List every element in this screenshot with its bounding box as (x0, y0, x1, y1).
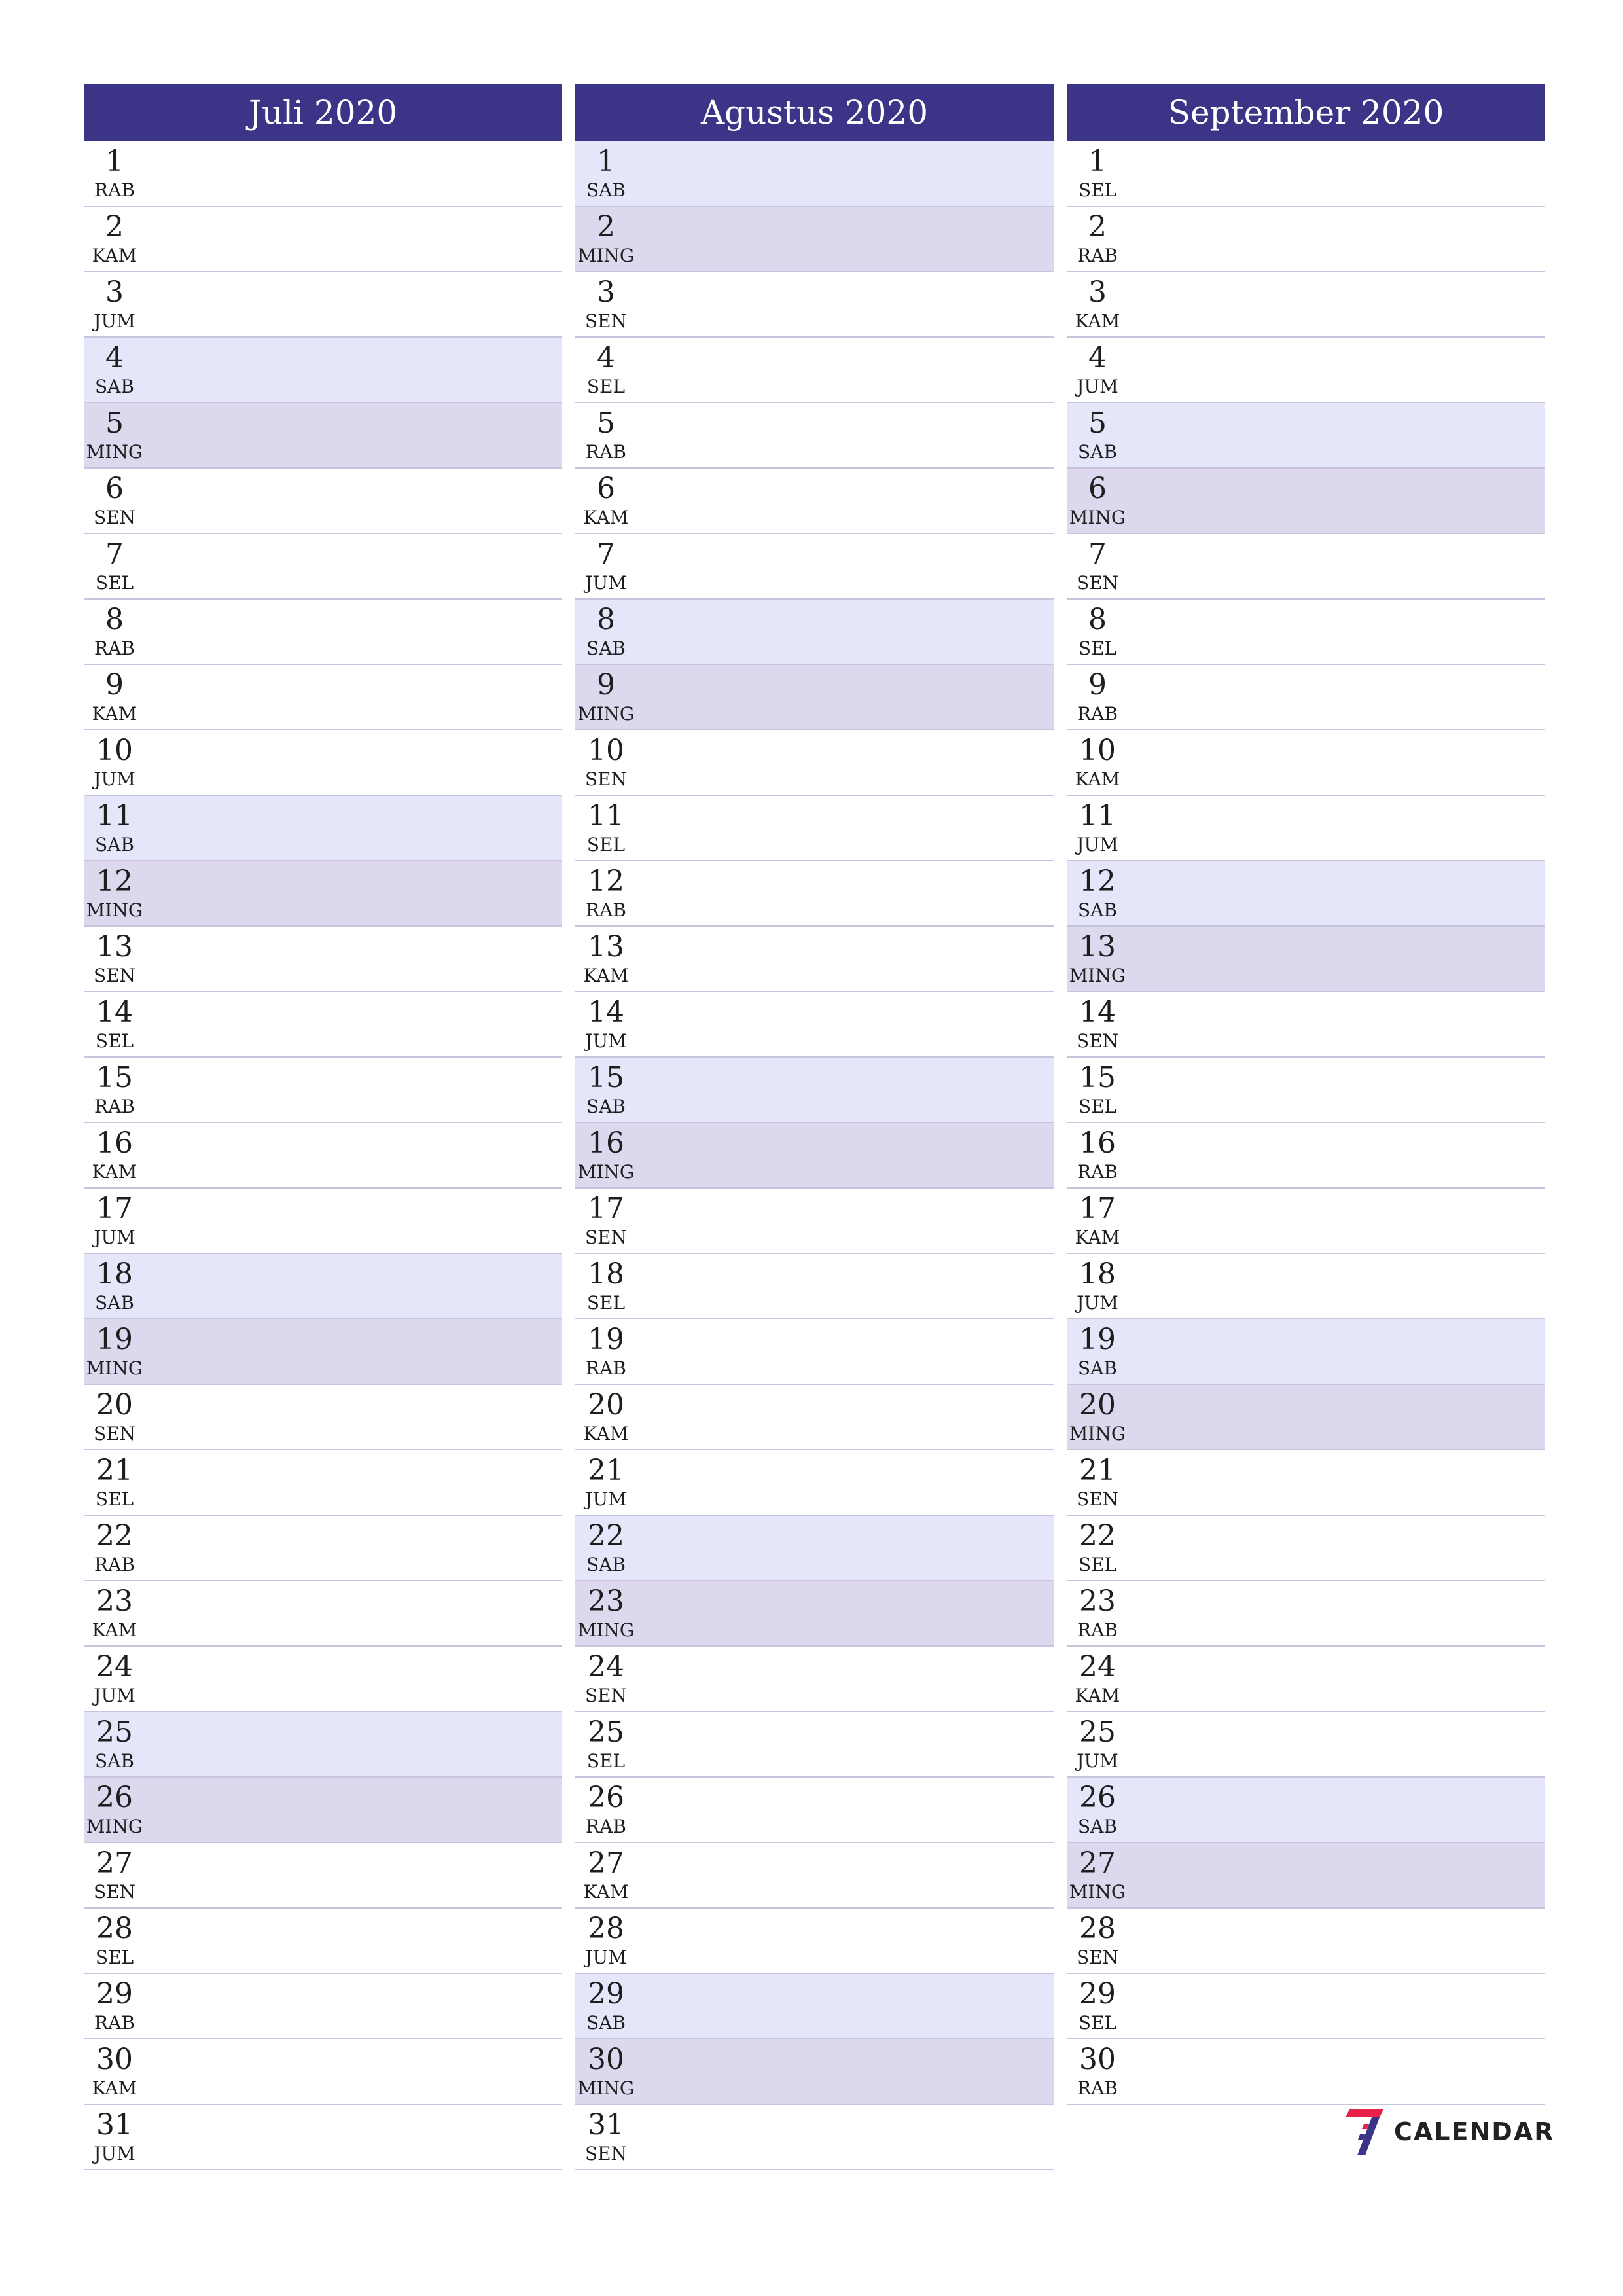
day-of-week: RAB (1077, 1161, 1118, 1183)
day-row (575, 665, 1054, 730)
day-of-week: KAM (1075, 768, 1120, 790)
day-of-week: SEN (584, 2143, 628, 2164)
day-number: 5 (105, 406, 124, 440)
day-number: 15 (588, 1061, 624, 1094)
day-row (1067, 927, 1545, 992)
day-row (575, 1778, 1054, 1843)
month-column-september (1067, 84, 1545, 2105)
day-row (1067, 665, 1545, 730)
day-number: 1 (1088, 145, 1107, 178)
day-number: 18 (1079, 1257, 1116, 1291)
day-of-week: MING (577, 703, 635, 725)
day-of-week: SEL (1078, 637, 1117, 659)
day-row (84, 1778, 562, 1843)
day-of-week: SEL (95, 1030, 134, 1052)
day-row (1067, 1058, 1545, 1123)
day-of-week: SAB (586, 2012, 626, 2034)
day-number: 29 (588, 1977, 624, 2011)
day-of-week: SAB (95, 834, 134, 855)
day-of-week: RAB (1077, 1619, 1118, 1641)
day-number: 3 (1088, 276, 1107, 309)
day-number: 28 (96, 1912, 133, 1945)
day-row (575, 534, 1054, 600)
logo-text: CALENDAR (1394, 2117, 1555, 2146)
day-of-week: SEN (93, 507, 136, 528)
day-number: 28 (588, 1912, 624, 1945)
brand-logo (1346, 2106, 1554, 2157)
day-number: 27 (96, 1846, 133, 1880)
day-row (575, 861, 1054, 927)
day-number: 25 (1079, 1715, 1116, 1749)
day-row (575, 1974, 1054, 2039)
day-number: 23 (1079, 1585, 1116, 1618)
day-row (1067, 992, 1545, 1058)
day-of-week: MING (1069, 965, 1126, 986)
day-row (84, 1516, 562, 1581)
day-of-week: SEL (1078, 179, 1117, 201)
day-number: 16 (96, 1126, 133, 1160)
day-number: 6 (105, 472, 124, 505)
day-row (1067, 1189, 1545, 1254)
month-header: Agustus 2020 (575, 84, 1054, 141)
day-row (1067, 534, 1545, 600)
day-row (575, 1581, 1054, 1647)
day-of-week: RAB (586, 1357, 626, 1379)
day-number: 10 (588, 734, 624, 767)
day-row (575, 730, 1054, 796)
day-number: 14 (1079, 996, 1116, 1029)
day-of-week: KAM (583, 1881, 629, 1903)
day-number: 26 (1079, 1781, 1116, 1814)
day-of-week: SAB (586, 637, 626, 659)
day-number: 6 (597, 472, 615, 505)
day-of-week: RAB (94, 1554, 135, 1575)
day-number: 12 (1079, 865, 1116, 898)
day-of-week: JUM (94, 768, 135, 790)
day-row (1067, 600, 1545, 665)
day-of-week: RAB (586, 899, 626, 921)
day-row (1067, 1450, 1545, 1516)
day-of-week: JUM (1077, 834, 1118, 855)
day-of-week: JUM (94, 1227, 135, 1248)
day-number: 17 (1079, 1192, 1116, 1225)
day-number: 29 (96, 1977, 133, 2011)
day-row (575, 2105, 1054, 2170)
day-of-week: MING (577, 245, 635, 266)
day-row (1067, 796, 1545, 861)
day-row (575, 1909, 1054, 1974)
day-number: 12 (96, 865, 133, 898)
day-of-week: JUM (585, 572, 627, 594)
day-number: 12 (588, 865, 624, 898)
day-row (84, 2105, 562, 2170)
day-number: 1 (597, 145, 615, 178)
day-row (84, 1058, 562, 1123)
day-of-week: SAB (95, 1292, 134, 1314)
day-row (575, 1254, 1054, 1319)
day-of-week: KAM (1075, 310, 1120, 332)
day-of-week: JUM (585, 1488, 627, 1510)
day-of-week: KAM (92, 245, 137, 266)
day-of-week: SAB (1078, 899, 1117, 921)
day-row (1067, 141, 1545, 207)
day-number: 14 (588, 996, 624, 1029)
seven-calendar-logo-icon (1346, 2107, 1386, 2157)
day-row (575, 1385, 1054, 1450)
day-number: 21 (1079, 1454, 1116, 1487)
day-of-week: SEN (93, 1881, 136, 1903)
month-header: Juli 2020 (84, 84, 562, 141)
day-number: 19 (1079, 1323, 1116, 1356)
day-number: 15 (1079, 1061, 1116, 1094)
day-row (1067, 2039, 1545, 2105)
day-row (575, 1712, 1054, 1778)
day-row (84, 469, 562, 534)
day-of-week: RAB (1077, 2077, 1118, 2099)
day-number: 4 (105, 341, 124, 374)
day-of-week: RAB (586, 1816, 626, 1837)
day-row (1067, 1385, 1545, 1450)
day-number: 26 (96, 1781, 133, 1814)
day-number: 27 (1079, 1846, 1116, 1880)
day-number: 5 (1088, 406, 1107, 440)
day-of-week: SEL (586, 1750, 626, 1772)
day-row (84, 1123, 562, 1189)
day-number: 7 (597, 537, 615, 571)
day-row (84, 927, 562, 992)
day-of-week: SEN (93, 1423, 136, 1444)
day-number: 22 (96, 1519, 133, 1552)
day-number: 9 (105, 668, 124, 702)
day-of-week: SAB (1078, 1816, 1117, 1837)
day-row (1067, 1712, 1545, 1778)
day-row (1067, 730, 1545, 796)
day-of-week: SAB (586, 179, 626, 201)
day-row (1067, 403, 1545, 469)
day-row (1067, 272, 1545, 338)
day-of-week: SEN (1076, 1946, 1119, 1968)
day-number: 3 (105, 276, 124, 309)
day-number: 31 (588, 2108, 624, 2142)
day-of-week: SEL (1078, 1096, 1117, 1117)
day-of-week: MING (1069, 1423, 1126, 1444)
day-row (84, 1909, 562, 1974)
day-number: 25 (96, 1715, 133, 1749)
day-row (575, 469, 1054, 534)
day-row (84, 1712, 562, 1778)
day-number: 9 (1088, 668, 1107, 702)
day-of-week: JUM (1077, 1292, 1118, 1314)
day-row (1067, 1254, 1545, 1319)
day-number: 26 (588, 1781, 624, 1814)
day-row (84, 1843, 562, 1909)
month-column-july (84, 84, 562, 2170)
day-row (575, 1319, 1054, 1385)
day-of-week: SEN (584, 1685, 628, 1706)
day-row (84, 1189, 562, 1254)
day-row (575, 1516, 1054, 1581)
day-number: 8 (1088, 603, 1107, 636)
day-of-week: RAB (94, 2012, 135, 2034)
day-number: 6 (1088, 472, 1107, 505)
day-number: 20 (588, 1388, 624, 1422)
day-number: 2 (105, 210, 124, 243)
day-of-week: RAB (94, 637, 135, 659)
day-of-week: RAB (1077, 703, 1118, 725)
day-row (575, 141, 1054, 207)
day-row (84, 1385, 562, 1450)
day-number: 18 (96, 1257, 133, 1291)
day-number: 20 (96, 1388, 133, 1422)
day-list (575, 141, 1054, 2170)
day-number: 16 (588, 1126, 624, 1160)
day-number: 4 (597, 341, 615, 374)
day-row (575, 1058, 1054, 1123)
day-row (84, 861, 562, 927)
day-number: 7 (1088, 537, 1107, 571)
day-of-week: MING (1069, 1881, 1126, 1903)
day-row (1067, 1516, 1545, 1581)
day-of-week: RAB (586, 441, 626, 463)
day-row (84, 1974, 562, 2039)
day-of-week: SAB (586, 1096, 626, 1117)
day-row (575, 927, 1054, 992)
day-row (84, 600, 562, 665)
day-row (84, 730, 562, 796)
month-header: September 2020 (1067, 84, 1545, 141)
day-row (1067, 469, 1545, 534)
day-of-week: SEN (584, 1227, 628, 1248)
day-row (575, 600, 1054, 665)
day-of-week: SEN (1076, 1030, 1119, 1052)
day-row (1067, 1123, 1545, 1189)
day-number: 10 (96, 734, 133, 767)
day-of-week: SEN (1076, 572, 1119, 594)
day-row (84, 272, 562, 338)
day-of-week: RAB (94, 179, 135, 201)
day-number: 11 (96, 799, 133, 833)
day-row (84, 534, 562, 600)
day-number: 19 (96, 1323, 133, 1356)
day-number: 15 (96, 1061, 133, 1094)
day-number: 13 (588, 930, 624, 963)
day-list (84, 141, 562, 2170)
day-row (575, 207, 1054, 272)
day-of-week: KAM (92, 2077, 137, 2099)
day-of-week: KAM (92, 1161, 137, 1183)
day-of-week: MING (86, 1357, 143, 1379)
day-of-week: MING (577, 2077, 635, 2099)
day-number: 18 (588, 1257, 624, 1291)
day-number: 17 (588, 1192, 624, 1225)
day-number: 14 (96, 996, 133, 1029)
day-list (1067, 141, 1545, 2105)
day-of-week: SEN (584, 768, 628, 790)
day-number: 22 (588, 1519, 624, 1552)
day-of-week: RAB (94, 1096, 135, 1117)
day-of-week: JUM (585, 1946, 627, 1968)
day-number: 23 (588, 1585, 624, 1618)
day-number: 9 (597, 668, 615, 702)
month-column-august (575, 84, 1054, 2170)
day-row (84, 403, 562, 469)
day-row (575, 2039, 1054, 2105)
day-row (84, 1450, 562, 1516)
day-of-week: MING (86, 441, 143, 463)
day-row (84, 338, 562, 403)
day-of-week: JUM (94, 1685, 135, 1706)
day-number: 25 (588, 1715, 624, 1749)
day-number: 1 (105, 145, 124, 178)
day-number: 30 (588, 2043, 624, 2076)
day-of-week: SEL (95, 1946, 134, 1968)
day-number: 3 (597, 276, 615, 309)
day-number: 19 (588, 1323, 624, 1356)
day-of-week: KAM (583, 1423, 629, 1444)
day-of-week: SEL (586, 376, 626, 397)
day-row (575, 338, 1054, 403)
day-of-week: KAM (92, 1619, 137, 1641)
day-row (575, 1123, 1054, 1189)
day-row (1067, 1778, 1545, 1843)
day-number: 17 (96, 1192, 133, 1225)
day-of-week: SEL (1078, 2012, 1117, 2034)
day-of-week: SEL (95, 572, 134, 594)
day-number: 16 (1079, 1126, 1116, 1160)
day-row (575, 272, 1054, 338)
day-number: 2 (597, 210, 615, 243)
day-of-week: MING (577, 1619, 635, 1641)
day-row (84, 207, 562, 272)
day-row (575, 1450, 1054, 1516)
day-number: 30 (96, 2043, 133, 2076)
day-of-week: SAB (1078, 1357, 1117, 1379)
day-of-week: SAB (95, 376, 134, 397)
day-row (575, 1647, 1054, 1712)
day-of-week: SEL (586, 1292, 626, 1314)
day-of-week: SEN (1076, 1488, 1119, 1510)
day-number: 30 (1079, 2043, 1116, 2076)
day-number: 31 (96, 2108, 133, 2142)
day-of-week: MING (577, 1161, 635, 1183)
day-of-week: SEL (95, 1488, 134, 1510)
day-row (575, 403, 1054, 469)
day-number: 23 (96, 1585, 133, 1618)
day-of-week: JUM (585, 1030, 627, 1052)
day-number: 10 (1079, 734, 1116, 767)
day-of-week: SEN (93, 965, 136, 986)
day-of-week: KAM (1075, 1685, 1120, 1706)
day-number: 2 (1088, 210, 1107, 243)
day-of-week: KAM (1075, 1227, 1120, 1248)
day-number: 28 (1079, 1912, 1116, 1945)
day-row (84, 2039, 562, 2105)
day-row (1067, 1581, 1545, 1647)
day-number: 20 (1079, 1388, 1116, 1422)
day-of-week: MING (1069, 507, 1126, 528)
day-row (84, 1319, 562, 1385)
day-row (1067, 861, 1545, 927)
day-row (1067, 1647, 1545, 1712)
day-number: 8 (105, 603, 124, 636)
day-number: 24 (96, 1650, 133, 1683)
day-number: 21 (96, 1454, 133, 1487)
day-number: 21 (588, 1454, 624, 1487)
day-number: 27 (588, 1846, 624, 1880)
day-row (1067, 1843, 1545, 1909)
day-number: 22 (1079, 1519, 1116, 1552)
day-row (1067, 207, 1545, 272)
day-row (575, 1189, 1054, 1254)
day-number: 13 (96, 930, 133, 963)
day-of-week: SEL (586, 834, 626, 855)
day-number: 11 (1079, 799, 1116, 833)
day-row (1067, 1909, 1545, 1974)
day-number: 24 (1079, 1650, 1116, 1683)
day-of-week: SEL (1078, 1554, 1117, 1575)
day-row (84, 992, 562, 1058)
day-of-week: JUM (94, 2143, 135, 2164)
day-row (84, 1254, 562, 1319)
day-row (84, 1647, 562, 1712)
day-row (1067, 1974, 1545, 2039)
day-of-week: JUM (1077, 376, 1118, 397)
day-number: 24 (588, 1650, 624, 1683)
day-row (84, 796, 562, 861)
day-of-week: SEN (584, 310, 628, 332)
day-number: 4 (1088, 341, 1107, 374)
day-row (84, 141, 562, 207)
day-of-week: SAB (95, 1750, 134, 1772)
day-of-week: JUM (94, 310, 135, 332)
day-row (1067, 338, 1545, 403)
day-row (575, 796, 1054, 861)
day-of-week: SAB (1078, 441, 1117, 463)
day-of-week: RAB (1077, 245, 1118, 266)
day-number: 13 (1079, 930, 1116, 963)
day-row (1067, 1319, 1545, 1385)
day-row (84, 1581, 562, 1647)
day-row (575, 1843, 1054, 1909)
day-number: 11 (588, 799, 624, 833)
day-of-week: JUM (1077, 1750, 1118, 1772)
day-of-week: MING (86, 1816, 143, 1837)
day-of-week: KAM (92, 703, 137, 725)
day-of-week: MING (86, 899, 143, 921)
day-row (84, 665, 562, 730)
day-row (575, 992, 1054, 1058)
day-number: 29 (1079, 1977, 1116, 2011)
day-of-week: KAM (583, 507, 629, 528)
day-of-week: KAM (583, 965, 629, 986)
day-of-week: SAB (586, 1554, 626, 1575)
day-number: 5 (597, 406, 615, 440)
day-number: 7 (105, 537, 124, 571)
day-number: 8 (597, 603, 615, 636)
